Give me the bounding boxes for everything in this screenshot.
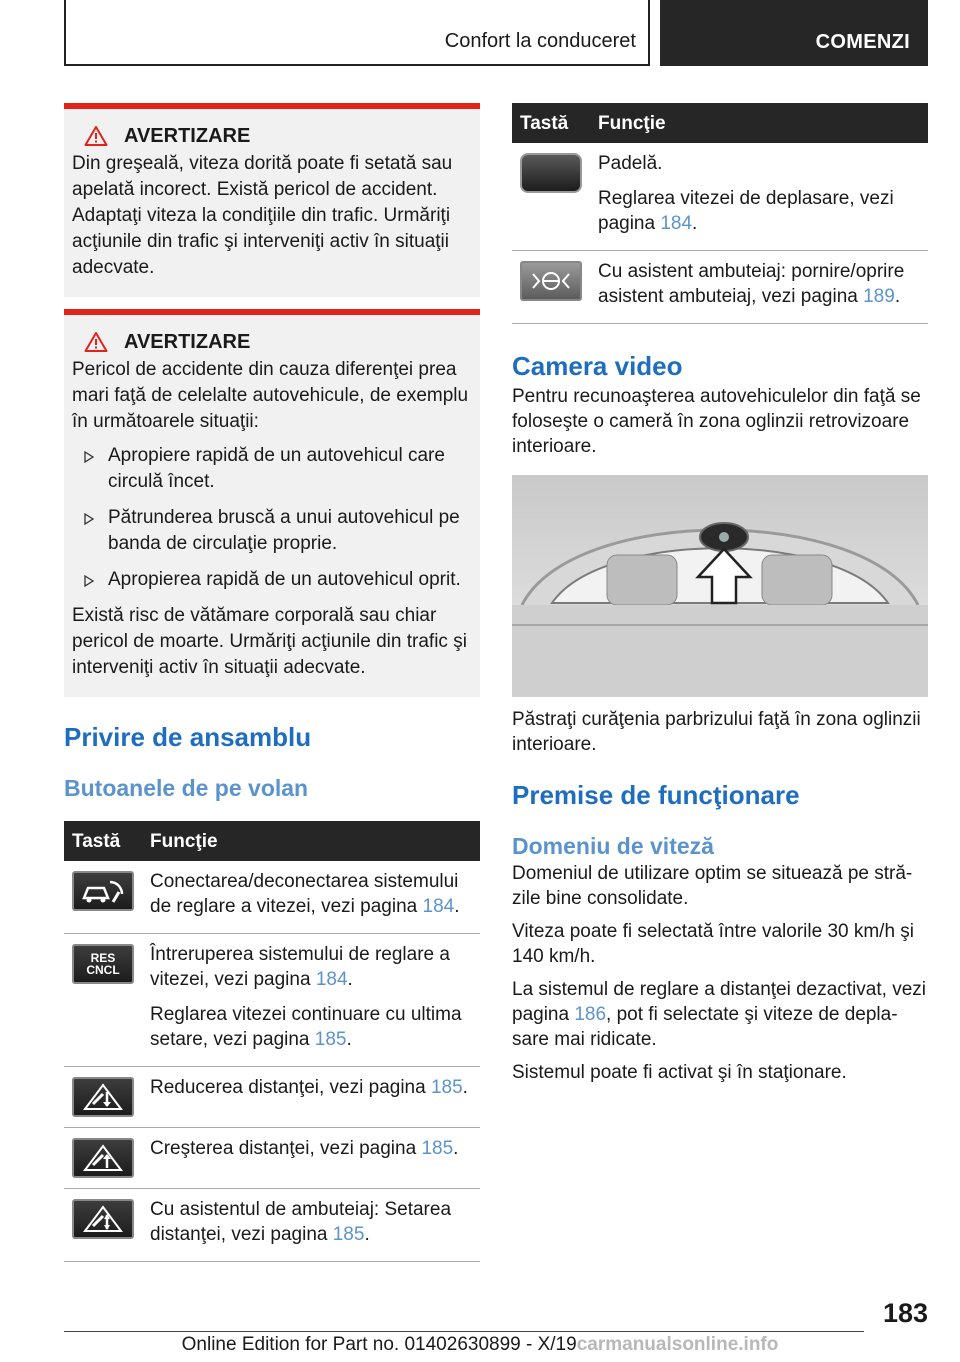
function-cell: Conectarea/deconectarea sistemului de reglare a vitezei, vezi pagina 184. [142,861,480,934]
table-row [512,251,928,324]
camera-location-image [512,475,928,697]
section-heading: Privire de ansamblu [64,722,312,752]
page-link[interactable]: 186 [574,1004,607,1025]
page-link[interactable]: 185 [314,1029,347,1050]
chapter-title: COMENZI [815,31,910,53]
paragraph: La sistemul de reglare a distanţei dezactivat, vezi pagina 186, pot fi selectate şi viteze de deplasare mai ridicate. [512,979,926,1050]
column-header-function: Funcţie [590,103,928,143]
function-cell: Padelă. Reglarea vitezei de deplasare, vezi pagina 184. [590,143,928,251]
warning-triangle-icon [84,125,108,147]
bullet-triangle-icon [84,575,94,587]
table-row [64,861,480,934]
list-item: Apropiere rapidă de un autovehicul care circulă încet. [72,443,472,495]
edition-text: Online Edition for Part no. 01402630899 - X/19 [181,1334,577,1355]
function-cell: Cu asistent ambuteiaj: pornire/oprire asistent ambuteiaj, vezi pagina 189. [590,251,928,324]
page-link[interactable]: 189 [863,286,895,307]
column-header-function: Funcţie [142,821,480,861]
watermark: carmanualsonline.info [576,1334,779,1355]
function-cell: Întreruperea sistemului de reglare a vitezei, vezi pagina 184. Reglarea vitezei continuare cu ultima setare, vezi pagina 185. [142,934,480,1067]
table-row [64,934,480,1067]
warning-title-text: AVERTIZARE [124,331,251,353]
table-row [64,1189,480,1262]
page-link[interactable]: 184 [660,213,693,234]
function-keys-table [512,103,928,324]
section-title: Confort la conduceret [444,30,636,52]
right-column [512,103,928,1085]
bullet-triangle-icon [84,451,94,463]
footer [0,1334,960,1356]
table-row [64,1067,480,1128]
table-header-row [64,821,480,861]
section-heading: Premise de funcţionare [512,780,800,810]
page-number: 183 [882,1298,928,1328]
bullet-triangle-icon [84,513,94,525]
left-column [64,103,480,1262]
distance-increase-icon [72,1138,134,1178]
subsection-heading: Butoanele de pe volan [64,775,309,801]
warning-box-1 [64,103,480,297]
warning-title [84,329,472,355]
paddle-icon [520,153,582,193]
table-row [64,1128,480,1189]
column-header-key: Tastă [512,103,590,143]
page-header [64,0,928,66]
table-header-row [512,103,928,143]
list-item: Pătrunderea bruscă a unui autovehicul pe banda de circulaţie proprie. [72,505,472,557]
page-link[interactable]: 184 [422,896,455,917]
paragraph: Viteza poate fi selectată între valorile 30 km/h şi 140 km/h. [512,921,915,967]
warning-triangle-icon [84,331,108,353]
res-cncl-icon: RES CNCL [72,944,134,984]
footer-divider [64,1331,864,1332]
function-cell: Creşterea distanţei, vezi pagina 185. [142,1128,480,1189]
warning-intro: Pericol de accidente din cauza diferenţei prea mari faţă de celelalte autovehicule, de exemplu în următoarele situaţii: [72,359,469,432]
warning-list [72,443,472,593]
column-header-key: Tastă [64,821,142,861]
page-link[interactable]: 185 [430,1077,463,1098]
page-link[interactable]: 185 [332,1224,365,1245]
camera-caption: Păstraţi curăţenia parbrizului faţă în zona oglinzii interioare. [512,709,921,755]
distance-decrease-icon [72,1077,134,1117]
warning-text: Din greşeală, viteza dorită poate fi setată sau apelată incorect. Există pericol de accident. Adaptaţi viteza la condiţiile din trafic. Urmăriţi acţiunile din trafic şi interveniţi activ în situaţii adecvate. [72,153,453,278]
page-link[interactable]: 184 [315,969,348,990]
warning-box-2 [64,309,480,697]
warning-title-text: AVERTIZARE [124,125,251,147]
distance-traffic-jam-icon [72,1199,134,1239]
subsection-heading: Domeniu de viteză [512,833,714,859]
traffic-jam-assistant-icon [520,261,582,301]
section-tab [64,0,650,66]
table-row [512,143,928,251]
warning-title [84,123,472,149]
cruise-control-icon [72,871,134,911]
section-heading: Camera video [512,351,683,381]
function-cell: Cu asistentul de ambuteiaj: Setarea distanţei, vezi pagina 185. [142,1189,480,1262]
list-item: Apropierea rapidă de un autovehicul oprit. [72,567,472,593]
paragraph: Sistemul poate fi activat şi în staţionare. [512,1062,847,1083]
page-link[interactable]: 185 [421,1138,454,1159]
chapter-tab [660,0,928,66]
steering-buttons-table [64,821,480,1262]
warning-outro: Există risc de vătămare corporală sau chiar pericol de moarte. Urmăriţi acţiunile din trafic şi interveniţi activ în situaţii adecvate. [72,605,467,678]
camera-description: Pentru recunoaşterea autovehiculelor din faţă se foloseşte o cameră în zona oglinzii retrovizoare interioare. [512,386,921,457]
paragraph: Domeniul de utilizare optim se situează pe străzile bine consolidate. [512,863,913,909]
function-cell: Reducerea distanţei, vezi pagina 185. [142,1067,480,1128]
